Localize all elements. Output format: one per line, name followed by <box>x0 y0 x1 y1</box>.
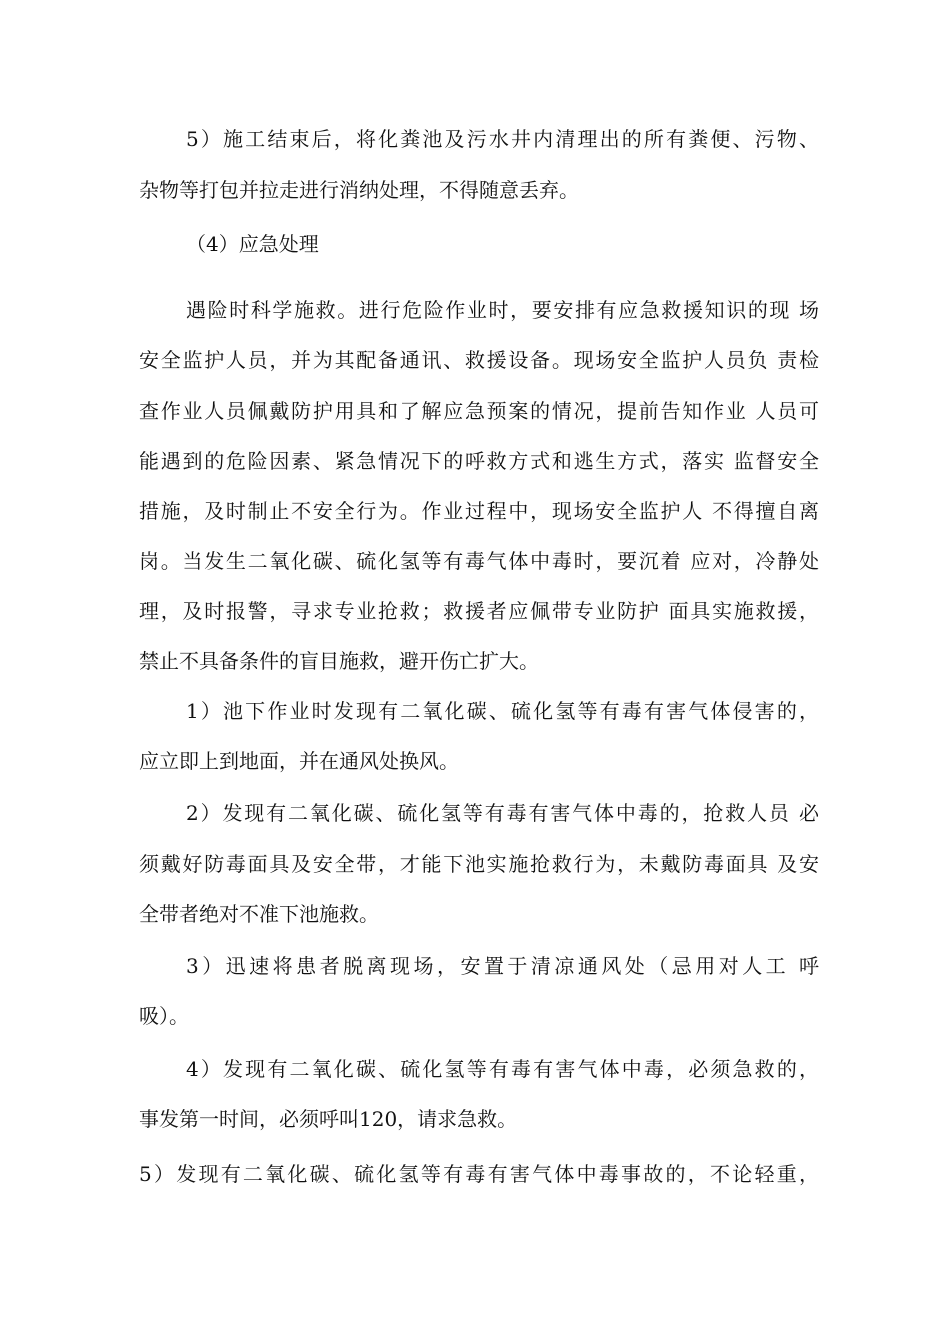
paragraph-line: 安全监护人员，并为其配备通讯、救援设备。现场安全监护人员负 责检 <box>139 348 819 372</box>
paragraph-line: 全带者绝对不准下池施救。 <box>139 902 379 926</box>
paragraph-line: 1）池下作业时发现有二氧化碳、硫化氢等有毒有害气体侵害的， <box>186 699 819 723</box>
paragraph-line: 遇险时科学施救。进行危险作业时，要安排有应急救援知识的现 场 <box>186 298 819 322</box>
paragraph-line: 杂物等打包并拉走进行消纳处理，不得随意丢弃。 <box>139 178 579 202</box>
paragraph-line: 2）发现有二氧化碳、硫化氢等有毒有害气体中毒的，抢救人员 必 <box>186 801 819 825</box>
section-heading: （4）应急处理 <box>186 232 319 256</box>
paragraph-line: 吸）。 <box>139 1004 189 1028</box>
paragraph-line: 5）发现有二氧化碳、硫化氢等有毒有害气体中毒事故的，不论轻重， <box>139 1162 819 1186</box>
paragraph-line: 3）迅速将患者脱离现场，安置于清凉通风处（忌用对人工 呼 <box>186 954 819 978</box>
paragraph-line: 4）发现有二氧化碳、硫化氢等有毒有害气体中毒，必须急救的， <box>186 1057 819 1081</box>
paragraph-line: 能遇到的危险因素、紧急情况下的呼救方式和逃生方式，落实 监督安全 <box>139 449 819 473</box>
paragraph-line: 应立即上到地面，并在通风处换风。 <box>139 749 459 773</box>
paragraph-line: 禁止不具备条件的盲目施救，避开伤亡扩大。 <box>139 649 539 673</box>
paragraph-line: 措施，及时制止不安全行为。作业过程中，现场安全监护人 不得擅自离 <box>139 499 819 523</box>
paragraph-line: 岗。当发生二氧化碳、硫化氢等有毒气体中毒时，要沉着 应对，冷静处 <box>139 549 819 573</box>
paragraph-line: 查作业人员佩戴防护用具和了解应急预案的情况，提前告知作业 人员可 <box>139 399 819 423</box>
paragraph-line: 理，及时报警，寻求专业抢救；救援者应佩带专业防护 面具实施救援， <box>139 599 819 623</box>
paragraph-line: 须戴好防毒面具及安全带，才能下池实施抢救行为，未戴防毒面具 及安 <box>139 852 819 876</box>
paragraph-line: 5）施工结束后，将化粪池及污水井内清理出的所有粪便、污物、 <box>186 127 819 151</box>
paragraph-line: 事发第一时间，必须呼叫120，请求急救。 <box>139 1107 518 1131</box>
